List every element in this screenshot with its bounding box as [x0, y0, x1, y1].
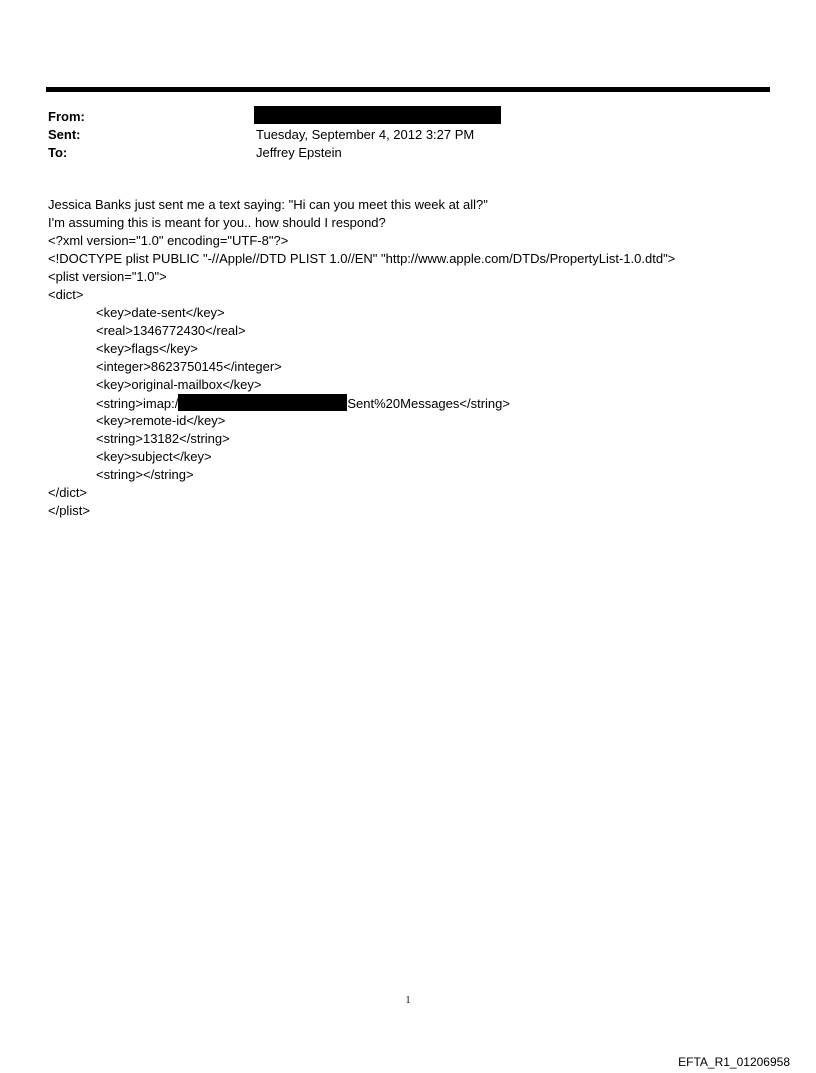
dict-close: </dict> [48, 485, 88, 500]
email-body [48, 196, 788, 520]
redaction-box [178, 394, 347, 411]
header-rule [46, 87, 770, 92]
mailbox-suffix: Sent%20Messages</string> [347, 396, 510, 411]
key-subject: <key>subject</key> [96, 449, 212, 464]
from-row [48, 108, 768, 126]
body-line-1: Jessica Banks just sent me a text saying: "Hi can you meet this week at all?" [48, 197, 488, 212]
page-number: 1 [405, 995, 411, 1006]
dict-open: <dict> [48, 287, 84, 302]
key-date-sent: <key>date-sent</key> [96, 305, 225, 320]
mailbox-prefix: <string>imap:/ [96, 396, 179, 411]
value-subject: <string></string> [96, 467, 194, 482]
plist-open: <plist version="1.0"> [48, 269, 167, 284]
plist-close: </plist> [48, 503, 90, 518]
to-row [48, 144, 768, 162]
to-label: To: [48, 145, 68, 160]
key-remote-id: <key>remote-id</key> [96, 413, 226, 428]
sent-label: Sent: [48, 127, 81, 142]
key-original-mailbox: <key>original-mailbox</key> [96, 377, 262, 392]
body-line-2: I'm assuming this is meant for you.. how should I respond? [48, 215, 386, 230]
value-integer: <integer>8623750145</integer> [96, 359, 282, 374]
sent-value: Tuesday, September 4, 2012 3:27 PM [256, 127, 475, 142]
sent-row [48, 126, 768, 144]
value-real: <real>1346772430</real> [96, 323, 246, 338]
xml-declaration: <?xml version="1.0" encoding="UTF-8"?> [48, 233, 289, 248]
to-value: Jeffrey Epstein [256, 145, 342, 160]
email-header [48, 108, 768, 162]
value-mailbox [48, 394, 788, 412]
value-remote-id: <string>13182</string> [96, 431, 230, 446]
redaction-box [254, 106, 501, 124]
document-id: EFTA_R1_01206958 [678, 1055, 790, 1069]
key-flags: <key>flags</key> [96, 341, 198, 356]
from-label: From: [48, 109, 85, 124]
doctype-line: <!DOCTYPE plist PUBLIC "-//Apple//DTD PLIST 1.0//EN" "http://www.apple.com/DTDs/PropertyList-1.0.dtd"> [48, 251, 676, 266]
